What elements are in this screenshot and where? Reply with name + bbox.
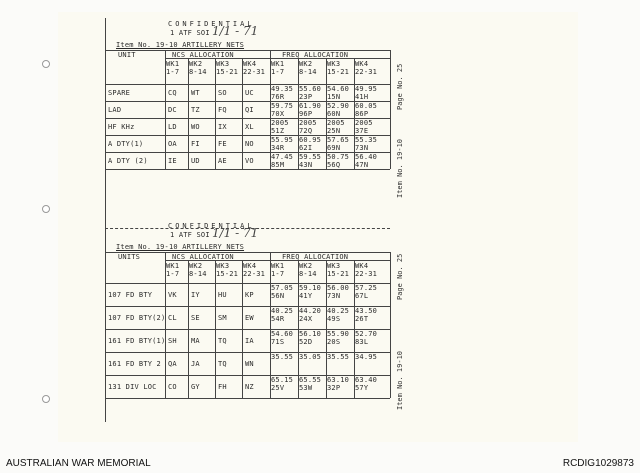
row-unit-label: 161 FD BTY 2 bbox=[108, 359, 161, 368]
week-label: WK3 bbox=[216, 262, 230, 270]
table-rule bbox=[105, 118, 390, 119]
frequency-value: 57.25 bbox=[355, 284, 378, 292]
ncs-callsign: SM bbox=[218, 313, 227, 322]
frequency-value: 63.10 bbox=[327, 376, 350, 384]
ncs-callsign: NO bbox=[245, 139, 254, 148]
ncs-callsign: CL bbox=[168, 313, 177, 322]
frequency-value: 2005 bbox=[355, 119, 373, 127]
frequency-value: 34.95 bbox=[355, 353, 378, 361]
frequency-value: 2005 bbox=[271, 119, 289, 127]
frequency-value: 55.60 bbox=[299, 85, 322, 93]
reference-label: 1 ATF SOI bbox=[170, 231, 210, 239]
ncs-callsign: SE bbox=[191, 313, 200, 322]
frequency-code: 73N bbox=[327, 292, 341, 300]
week-label: WK2 bbox=[299, 60, 313, 68]
punch-hole bbox=[42, 205, 50, 213]
frequency-value: 49.95 bbox=[355, 85, 378, 93]
frequency-value: 44.20 bbox=[299, 307, 322, 315]
frequency-code: 25N bbox=[327, 127, 341, 135]
side-note: Item No. 19-10 bbox=[396, 350, 404, 410]
side-note: Page No. 25 bbox=[396, 63, 404, 110]
week-label: WK4 bbox=[355, 262, 369, 270]
frequency-code: 73N bbox=[355, 144, 369, 152]
week-label: WK1 bbox=[271, 262, 285, 270]
ncs-callsign: VK bbox=[168, 290, 177, 299]
week-label: WK3 bbox=[327, 262, 341, 270]
frequency-value: 55.95 bbox=[271, 136, 294, 144]
week-label: WK4 bbox=[243, 262, 257, 270]
ncs-callsign: FH bbox=[218, 382, 227, 391]
frequency-code: 23P bbox=[299, 93, 313, 101]
frequency-code: 24X bbox=[299, 315, 313, 323]
ncs-callsign: EW bbox=[245, 313, 254, 322]
frequency-value: 56.00 bbox=[327, 284, 350, 292]
frequency-code: 83L bbox=[355, 338, 369, 346]
frequency-value: 59.75 bbox=[271, 102, 294, 110]
frequency-code: 25V bbox=[271, 384, 285, 392]
frequency-value: 43.50 bbox=[355, 307, 378, 315]
reference-label: 1 ATF SOI bbox=[170, 29, 210, 37]
frequency-code: 76R bbox=[271, 93, 285, 101]
ncs-callsign: WN bbox=[245, 359, 254, 368]
frequency-value: 55.35 bbox=[355, 136, 378, 144]
margin-rule bbox=[105, 18, 106, 422]
frequency-code: 15N bbox=[327, 93, 341, 101]
frequency-value: 59.10 bbox=[299, 284, 322, 292]
frequency-value: 50.75 bbox=[327, 153, 350, 161]
date-range-label: 22-31 bbox=[355, 68, 378, 76]
ncs-callsign: TZ bbox=[191, 105, 200, 114]
week-label: WK3 bbox=[327, 60, 341, 68]
ncs-callsign: AE bbox=[218, 156, 227, 165]
frequency-value: 57.05 bbox=[271, 284, 294, 292]
frequency-value: 35.05 bbox=[299, 353, 322, 361]
ncs-callsign: OA bbox=[168, 139, 177, 148]
frequency-code: 56Q bbox=[327, 161, 341, 169]
ncs-callsign: WO bbox=[191, 122, 200, 131]
date-range-label: 15-21 bbox=[327, 68, 350, 76]
frequency-code: 52D bbox=[299, 338, 313, 346]
ncs-callsign: KP bbox=[245, 290, 254, 299]
ncs-callsign: FI bbox=[191, 139, 200, 148]
date-range-label: 15-21 bbox=[216, 68, 239, 76]
row-unit-label: 107 FD BTY(2) bbox=[108, 313, 166, 322]
week-label: WK2 bbox=[299, 262, 313, 270]
frequency-code: 47N bbox=[355, 161, 369, 169]
column-header-unit: UNIT bbox=[118, 51, 136, 59]
frequency-value: 52.70 bbox=[355, 330, 378, 338]
ncs-callsign: GY bbox=[191, 382, 200, 391]
frequency-value: 54.60 bbox=[327, 85, 350, 93]
row-unit-label: SPARE bbox=[108, 88, 131, 97]
confidential-stamp: CONFIDENTIAL bbox=[168, 20, 255, 28]
ncs-callsign: DC bbox=[168, 105, 177, 114]
ncs-callsign: WT bbox=[191, 88, 200, 97]
date-range-label: 8-14 bbox=[189, 68, 207, 76]
frequency-value: 35.55 bbox=[327, 353, 350, 361]
column-header-freq: FREQ ALLOCATION bbox=[282, 253, 349, 261]
frequency-code: 62I bbox=[299, 144, 313, 152]
frequency-value: 60.05 bbox=[355, 102, 378, 110]
date-range-label: 15-21 bbox=[327, 270, 350, 278]
side-note: Page No. 25 bbox=[396, 253, 404, 300]
ncs-callsign: LD bbox=[168, 122, 177, 131]
item-heading: Item No. 19-10 ARTILLERY NETS bbox=[116, 243, 245, 251]
row-unit-label: 107 FD BTY bbox=[108, 290, 153, 299]
ncs-callsign: IA bbox=[245, 336, 254, 345]
frequency-value: 61.90 bbox=[299, 102, 322, 110]
item-heading: Item No. 19-10 ARTILLERY NETS bbox=[116, 41, 245, 49]
frequency-code: 26T bbox=[355, 315, 369, 323]
ncs-callsign: IE bbox=[168, 156, 177, 165]
frequency-code: 49S bbox=[327, 315, 341, 323]
frequency-value: 56.40 bbox=[355, 153, 378, 161]
column-header-ncs: NCS ALLOCATION bbox=[172, 253, 234, 261]
frequency-value: 59.55 bbox=[299, 153, 322, 161]
row-unit-label: LAD bbox=[108, 105, 122, 114]
date-range-label: 22-31 bbox=[355, 270, 378, 278]
frequency-code: 54R bbox=[271, 315, 285, 323]
frequency-value: 60.95 bbox=[299, 136, 322, 144]
week-label: WK2 bbox=[189, 60, 203, 68]
side-note: Item No. 19-10 bbox=[396, 138, 404, 198]
frequency-code: 69N bbox=[327, 144, 341, 152]
frequency-code: 51Z bbox=[271, 127, 285, 135]
ncs-callsign: QI bbox=[245, 105, 254, 114]
table-rule bbox=[105, 169, 390, 170]
row-unit-label: A DTY(1) bbox=[108, 139, 144, 148]
ncs-callsign: QA bbox=[168, 359, 177, 368]
frequency-code: 96P bbox=[299, 110, 313, 118]
week-label: WK2 bbox=[189, 262, 203, 270]
date-range-label: 1-7 bbox=[166, 68, 180, 76]
date-range-label: 8-14 bbox=[299, 270, 317, 278]
date-range-label: 1-7 bbox=[271, 270, 285, 278]
frequency-code: 41H bbox=[355, 93, 369, 101]
date-range-label: 8-14 bbox=[189, 270, 207, 278]
frequency-code: 56N bbox=[271, 292, 285, 300]
frequency-value: 49.35 bbox=[271, 85, 294, 93]
frequency-value: 65.55 bbox=[299, 376, 322, 384]
ncs-callsign: SO bbox=[218, 88, 227, 97]
ncs-callsign: IX bbox=[218, 122, 227, 131]
ncs-callsign: FE bbox=[218, 139, 227, 148]
ncs-callsign: TQ bbox=[218, 359, 227, 368]
row-unit-label: 161 FD BTY(1) bbox=[108, 336, 166, 345]
ncs-callsign: UD bbox=[191, 156, 200, 165]
frequency-value: 52.90 bbox=[327, 102, 350, 110]
frequency-value: 56.10 bbox=[299, 330, 322, 338]
frequency-code: 43N bbox=[299, 161, 313, 169]
ncs-callsign: MA bbox=[191, 336, 200, 345]
frequency-code: 57Y bbox=[355, 384, 369, 392]
week-label: WK4 bbox=[243, 60, 257, 68]
date-range-label: 1-7 bbox=[166, 270, 180, 278]
footer-archive-label: AUSTRALIAN WAR MEMORIAL bbox=[6, 458, 151, 469]
frequency-code: 60N bbox=[327, 110, 341, 118]
week-label: WK1 bbox=[166, 60, 180, 68]
ncs-callsign: XL bbox=[245, 122, 254, 131]
handwritten-signature: 1/1 - 71 bbox=[212, 24, 259, 38]
frequency-code: 37E bbox=[355, 127, 369, 135]
frequency-value: 54.60 bbox=[271, 330, 294, 338]
frequency-code: 41Y bbox=[299, 292, 313, 300]
table-rule bbox=[390, 50, 391, 169]
frequency-value: 40.25 bbox=[327, 307, 350, 315]
frequency-code: 34R bbox=[271, 144, 285, 152]
confidential-stamp: CONFIDENTIAL bbox=[168, 222, 255, 230]
ncs-callsign: JA bbox=[191, 359, 200, 368]
date-range-label: 22-31 bbox=[243, 270, 266, 278]
punch-hole bbox=[42, 395, 50, 403]
ncs-callsign: TQ bbox=[218, 336, 227, 345]
frequency-value: 63.40 bbox=[355, 376, 378, 384]
date-range-label: 15-21 bbox=[216, 270, 239, 278]
frequency-code: 71S bbox=[271, 338, 285, 346]
frequency-code: 67L bbox=[355, 292, 369, 300]
frequency-value: 57.65 bbox=[327, 136, 350, 144]
ncs-callsign: CO bbox=[168, 382, 177, 391]
ncs-callsign: IY bbox=[191, 290, 200, 299]
date-range-label: 8-14 bbox=[299, 68, 317, 76]
ncs-callsign: UC bbox=[245, 88, 254, 97]
ncs-callsign: HU bbox=[218, 290, 227, 299]
date-range-label: 22-31 bbox=[243, 68, 266, 76]
handwritten-signature: 1/1 - 71 bbox=[212, 226, 259, 240]
footer-record-id: RCDIG1029873 bbox=[562, 458, 634, 469]
frequency-value: 47.45 bbox=[271, 153, 294, 161]
date-range-label: 1-7 bbox=[271, 68, 285, 76]
table-rule bbox=[105, 398, 390, 399]
week-label: WK1 bbox=[166, 262, 180, 270]
ncs-callsign: NZ bbox=[245, 382, 254, 391]
ncs-callsign: VO bbox=[245, 156, 254, 165]
frequency-code: 70X bbox=[271, 110, 285, 118]
row-unit-label: 131 DIV LOC bbox=[108, 382, 157, 391]
column-header-ncs: NCS ALLOCATION bbox=[172, 51, 234, 59]
frequency-code: 32P bbox=[327, 384, 341, 392]
column-header-unit: UNITS bbox=[118, 253, 141, 261]
frequency-value: 65.15 bbox=[271, 376, 294, 384]
frequency-value: 35.55 bbox=[271, 353, 294, 361]
frequency-code: 53W bbox=[299, 384, 313, 392]
week-label: WK4 bbox=[355, 60, 369, 68]
week-label: WK1 bbox=[271, 60, 285, 68]
week-label: WK3 bbox=[216, 60, 230, 68]
frequency-value: 40.25 bbox=[271, 307, 294, 315]
section-divider bbox=[105, 228, 390, 229]
frequency-value: 2005 bbox=[299, 119, 317, 127]
frequency-code: 85M bbox=[271, 161, 285, 169]
row-unit-label: HF KHz bbox=[108, 122, 135, 131]
frequency-value: 55.90 bbox=[327, 330, 350, 338]
table-rule bbox=[390, 252, 391, 398]
frequency-code: 20S bbox=[327, 338, 341, 346]
frequency-code: 86P bbox=[355, 110, 369, 118]
ncs-callsign: FQ bbox=[218, 105, 227, 114]
column-header-freq: FREQ ALLOCATION bbox=[282, 51, 349, 59]
ncs-callsign: SH bbox=[168, 336, 177, 345]
ncs-callsign: CQ bbox=[168, 88, 177, 97]
punch-hole bbox=[42, 60, 50, 68]
frequency-value: 2005 bbox=[327, 119, 345, 127]
row-unit-label: A DTY (2) bbox=[108, 156, 148, 165]
frequency-code: 72Q bbox=[299, 127, 313, 135]
